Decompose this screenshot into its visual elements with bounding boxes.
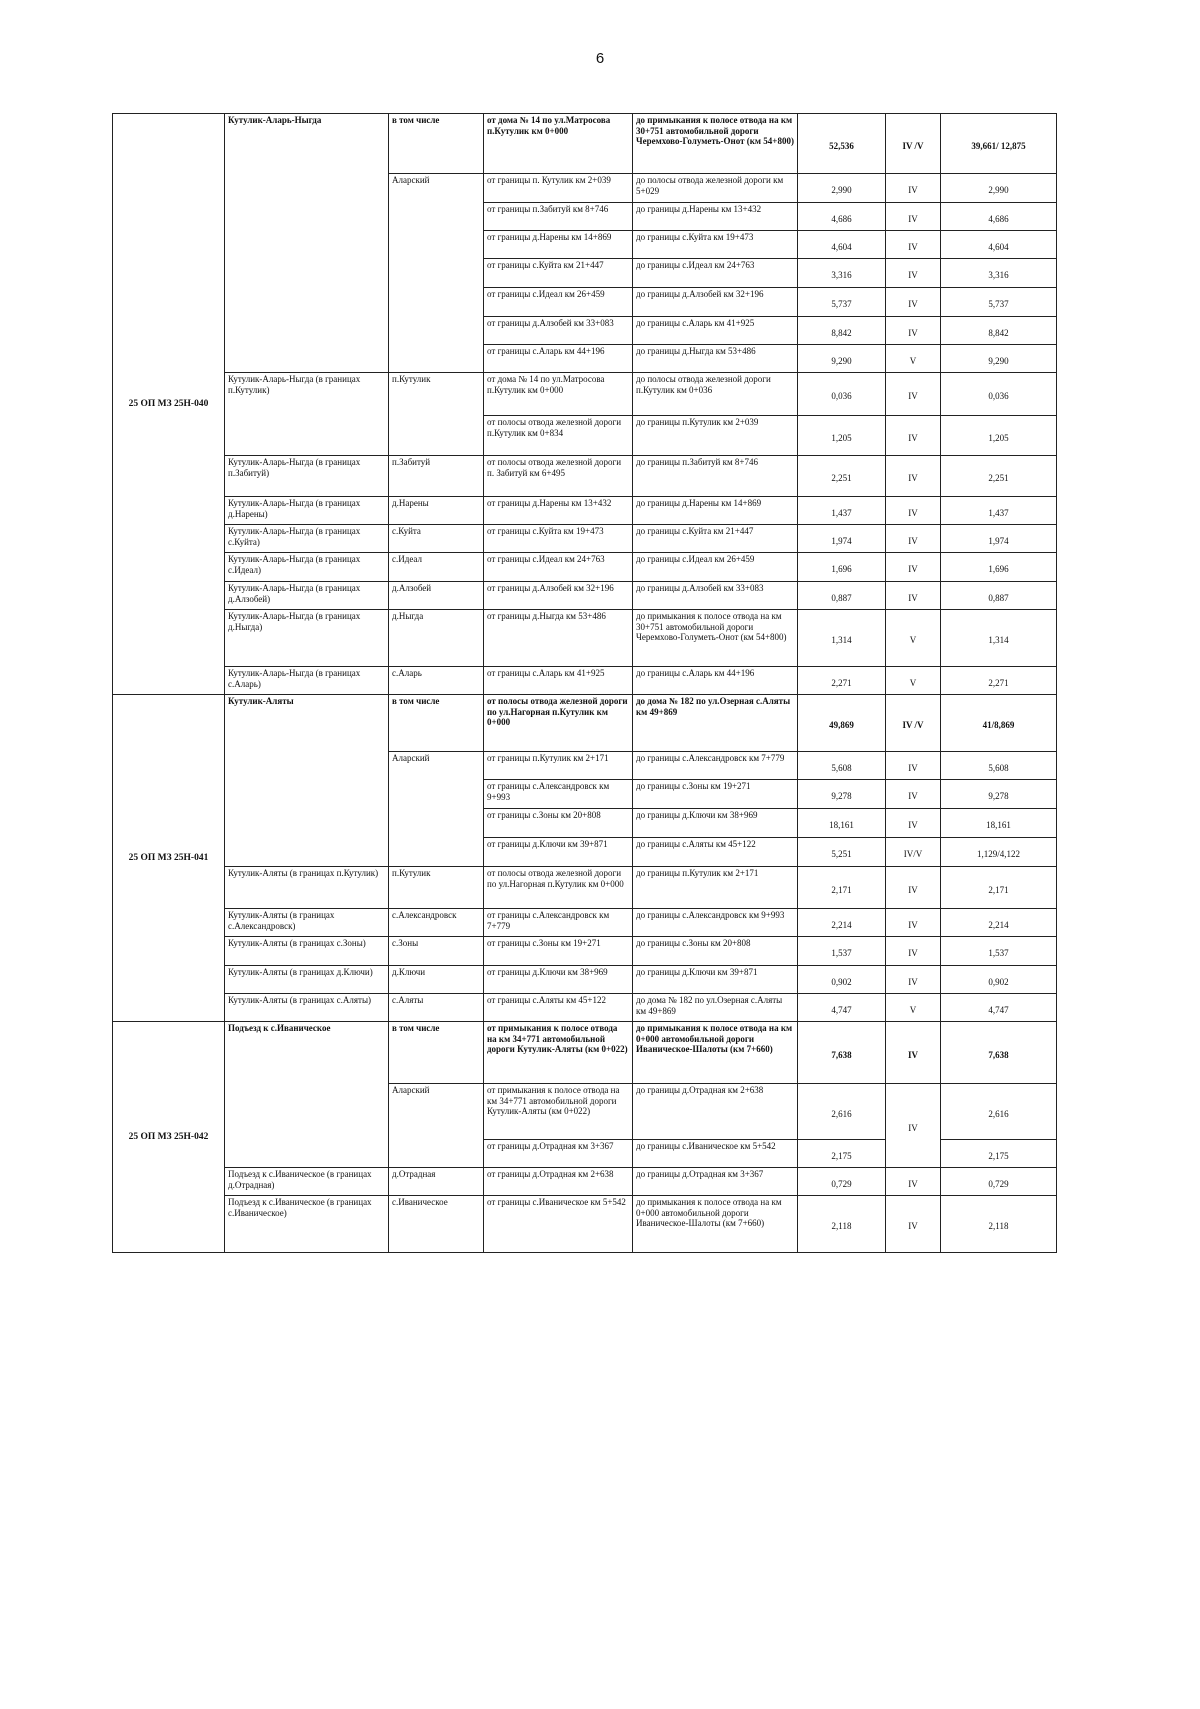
road-id-cell: 25 ОП МЗ 25Н-040 [113, 114, 225, 695]
locality-cell: с.Аляты [389, 994, 484, 1022]
category-length-cell: 1,205 [941, 416, 1057, 456]
road-name-cell: Подъезд к с.Иваническое (в границах д.Отрадная) [225, 1168, 389, 1196]
segment-start-cell: от полосы отвода железной дороги п.Кутулик км 0+834 [484, 416, 633, 456]
segment-start-cell: от границы д.Алзобей км 33+083 [484, 317, 633, 345]
length-cell: 4,686 [798, 203, 886, 231]
locality-cell: д.Алзобей [389, 582, 484, 610]
category-cell: IV /V [886, 114, 941, 174]
table-row [113, 909, 1057, 937]
segment-start-cell: от границы д.Отрадная км 3+367 [484, 1140, 633, 1168]
segment-end-cell: до границы д.Отрадная км 2+638 [633, 1084, 798, 1140]
category-length-cell: 5,737 [941, 288, 1057, 317]
length-cell: 52,536 [798, 114, 886, 174]
table-row [113, 456, 1057, 497]
road-name-cell: Кутулик-Аларь-Ныгда (в границах п.Забитуй) [225, 456, 389, 497]
category-cell: IV [886, 1196, 941, 1253]
segment-start-cell: от полосы отвода железной дороги по ул.Нагорная п.Кутулик км 0+000 [484, 867, 633, 909]
locality-cell: Аларский [389, 174, 484, 373]
segment-end-cell: до границы п.Забитуй км 8+746 [633, 456, 798, 497]
segment-end-cell: до примыкания к полосе отвода на км 0+000 автомобильной дороги Иваническое-Шалоты (км 7+660) [633, 1196, 798, 1253]
category-cell: IV [886, 867, 941, 909]
segment-end-cell: до примыкания к полосе отвода на км 0+000 автомобильной дороги Иваническое-Шалоты (км 7+660) [633, 1022, 798, 1084]
locality-cell: д.Ныгда [389, 610, 484, 667]
length-cell: 0,036 [798, 373, 886, 416]
segment-start-cell: от границы д.Алзобей км 32+196 [484, 582, 633, 610]
category-length-cell: 4,686 [941, 203, 1057, 231]
category-cell: IV [886, 456, 941, 497]
length-cell: 5,251 [798, 838, 886, 867]
category-cell: IV [886, 1022, 941, 1084]
category-cell: IV [886, 582, 941, 610]
segment-end-cell: до границы с.Куйта км 19+473 [633, 231, 798, 259]
length-cell: 2,171 [798, 867, 886, 909]
segment-start-cell: от границы д.Ключи км 39+871 [484, 838, 633, 867]
length-cell: 49,869 [798, 695, 886, 752]
table-row [113, 966, 1057, 994]
category-cell: V [886, 667, 941, 695]
length-cell: 0,887 [798, 582, 886, 610]
locality-cell: с.Александровск [389, 909, 484, 937]
road-id-cell: 25 ОП МЗ 25Н-042 [113, 1022, 225, 1253]
category-length-cell: 0,902 [941, 966, 1057, 994]
segment-start-cell: от границы с.Александровск км 9+993 [484, 780, 633, 809]
segment-start-cell: от примыкания к полосе отвода на км 34+771 автомобильной дороги Кутулик-Аляты (км 0+022) [484, 1022, 633, 1084]
locality-cell: с.Идеал [389, 553, 484, 582]
road-name-cell: Кутулик-Аларь-Ныгда (в границах д.Алзобей) [225, 582, 389, 610]
locality-cell: п.Забитуй [389, 456, 484, 497]
road-name-cell: Кутулик-Аларь-Ныгда (в границах д.Нарены) [225, 497, 389, 525]
length-cell: 1,437 [798, 497, 886, 525]
road-name-cell: Кутулик-Аляты (в границах д.Ключи) [225, 966, 389, 994]
page-number: 6 [595, 50, 605, 67]
category-length-cell: 3,316 [941, 259, 1057, 288]
segment-start-cell: от границы д.Ныгда км 53+486 [484, 610, 633, 667]
length-cell: 9,278 [798, 780, 886, 809]
segment-end-cell: до границы д.Ключи км 38+969 [633, 809, 798, 838]
category-length-cell: 4,604 [941, 231, 1057, 259]
locality-cell: с.Аларь [389, 667, 484, 695]
category-cell: IV [886, 909, 941, 937]
category-length-cell: 1,129/4,122 [941, 838, 1057, 867]
segment-end-cell: до границы с.Идеал км 26+459 [633, 553, 798, 582]
length-cell: 2,616 [798, 1084, 886, 1140]
table-row [113, 610, 1057, 667]
category-length-cell: 0,729 [941, 1168, 1057, 1196]
segment-start-cell: от границы д.Нарены км 14+869 [484, 231, 633, 259]
segment-start-cell: от границы с.Куйта км 19+473 [484, 525, 633, 553]
locality-cell: в том числе [389, 1022, 484, 1084]
locality-cell: п.Кутулик [389, 373, 484, 456]
road-name-cell: Кутулик-Аляты (в границах п.Кутулик) [225, 867, 389, 909]
segment-start-cell: от границы д.Отрадная км 2+638 [484, 1168, 633, 1196]
length-cell: 4,604 [798, 231, 886, 259]
road-registry-table [112, 113, 1057, 1253]
road-id-cell: 25 ОП МЗ 25Н-041 [113, 695, 225, 1022]
segment-start-cell: от границы с.Иваническое км 5+542 [484, 1196, 633, 1253]
segment-end-cell: до полосы отвода железной дороги км 5+029 [633, 174, 798, 203]
category-length-cell: 18,161 [941, 809, 1057, 838]
category-cell: IV /V [886, 695, 941, 752]
segment-end-cell: до границы д.Алзобей км 33+083 [633, 582, 798, 610]
category-cell: IV [886, 553, 941, 582]
table-row [113, 114, 1057, 174]
category-length-cell: 2,990 [941, 174, 1057, 203]
road-name-cell: Кутулик-Аларь-Ныгда (в границах д.Ныгда) [225, 610, 389, 667]
segment-end-cell: до границы д.Нарены км 13+432 [633, 203, 798, 231]
segment-start-cell: от границы п. Кутулик км 2+039 [484, 174, 633, 203]
segment-start-cell: от дома № 14 по ул.Матросова п.Кутулик км 0+000 [484, 373, 633, 416]
segment-end-cell: до границы с.Куйта км 21+447 [633, 525, 798, 553]
locality-cell: д.Нарены [389, 497, 484, 525]
category-cell: IV [886, 1084, 941, 1168]
category-cell: IV [886, 937, 941, 966]
category-cell: IV [886, 809, 941, 838]
segment-start-cell: от границы д.Нарены км 13+432 [484, 497, 633, 525]
length-cell: 2,251 [798, 456, 886, 497]
category-length-cell: 8,842 [941, 317, 1057, 345]
locality-cell: п.Кутулик [389, 867, 484, 909]
segment-end-cell: до дома № 182 по ул.Озерная с.Аляты км 49+869 [633, 695, 798, 752]
length-cell: 2,271 [798, 667, 886, 695]
category-length-cell: 2,118 [941, 1196, 1057, 1253]
category-length-cell: 1,437 [941, 497, 1057, 525]
segment-start-cell: от границы с.Идеал км 24+763 [484, 553, 633, 582]
category-cell: IV [886, 1168, 941, 1196]
segment-start-cell: от границы д.Ключи км 38+969 [484, 966, 633, 994]
segment-end-cell: до границы с.Аларь км 44+196 [633, 667, 798, 695]
segment-start-cell: от границы с.Аляты км 45+122 [484, 994, 633, 1022]
length-cell: 2,175 [798, 1140, 886, 1168]
length-cell: 9,290 [798, 345, 886, 373]
category-length-cell: 2,251 [941, 456, 1057, 497]
category-length-cell: 1,696 [941, 553, 1057, 582]
segment-end-cell: до границы д.Алзобей км 32+196 [633, 288, 798, 317]
table-row [113, 695, 1057, 752]
segment-end-cell: до границы с.Иваническое км 5+542 [633, 1140, 798, 1168]
category-length-cell: 2,271 [941, 667, 1057, 695]
locality-cell: Аларский [389, 752, 484, 867]
category-cell: IV [886, 259, 941, 288]
segment-end-cell: до границы п.Кутулик км 2+039 [633, 416, 798, 456]
category-length-cell: 2,616 [941, 1084, 1057, 1140]
segment-end-cell: до границы с.Зоны км 19+271 [633, 780, 798, 809]
segment-end-cell: до примыкания к полосе отвода на км 30+751 автомобильной дороги Черемхово-Голуметь-Онот (км 54+800) [633, 114, 798, 174]
length-cell: 1,205 [798, 416, 886, 456]
category-cell: IV [886, 752, 941, 780]
locality-cell: д.Ключи [389, 966, 484, 994]
category-length-cell: 41/8,869 [941, 695, 1057, 752]
segment-end-cell: до границы д.Отрадная км 3+367 [633, 1168, 798, 1196]
category-cell: IV [886, 174, 941, 203]
segment-start-cell: от границы с.Зоны км 20+808 [484, 809, 633, 838]
segment-start-cell: от границы с.Зоны км 19+271 [484, 937, 633, 966]
table-row [113, 1196, 1057, 1253]
segment-start-cell: от границы п.Забитуй км 8+746 [484, 203, 633, 231]
category-cell: IV/V [886, 838, 941, 867]
category-cell: IV [886, 497, 941, 525]
locality-cell: д.Отрадная [389, 1168, 484, 1196]
table-row [113, 1168, 1057, 1196]
length-cell: 8,842 [798, 317, 886, 345]
category-length-cell: 2,175 [941, 1140, 1057, 1168]
segment-start-cell: от границы с.Александровск км 7+779 [484, 909, 633, 937]
table-row [113, 937, 1057, 966]
segment-end-cell: до полосы отвода железной дороги п.Кутулик км 0+036 [633, 373, 798, 416]
length-cell: 0,729 [798, 1168, 886, 1196]
segment-end-cell: до дома № 182 по ул.Озерная с.Аляты км 49+869 [633, 994, 798, 1022]
segment-end-cell: до границы п.Кутулик км 2+171 [633, 867, 798, 909]
segment-end-cell: до границы с.Александровск км 9+993 [633, 909, 798, 937]
length-cell: 1,314 [798, 610, 886, 667]
segment-start-cell: от полосы отвода железной дороги по ул.Нагорная п.Кутулик км 0+000 [484, 695, 633, 752]
category-cell: IV [886, 416, 941, 456]
category-length-cell: 1,974 [941, 525, 1057, 553]
category-cell: IV [886, 288, 941, 317]
category-length-cell: 1,537 [941, 937, 1057, 966]
segment-start-cell: от полосы отвода железной дороги п. Забитуй км 6+495 [484, 456, 633, 497]
table-row [113, 867, 1057, 909]
category-cell: V [886, 610, 941, 667]
segment-end-cell: до границы с.Александровск км 7+779 [633, 752, 798, 780]
length-cell: 2,214 [798, 909, 886, 937]
locality-cell: Аларский [389, 1084, 484, 1168]
category-cell: IV [886, 780, 941, 809]
category-cell: IV [886, 373, 941, 416]
category-cell: V [886, 345, 941, 373]
segment-end-cell: до границы д.Ключи км 39+871 [633, 966, 798, 994]
road-name-cell: Подъезд к с.Иваническое [225, 1022, 389, 1168]
road-name-cell: Кутулик-Аларь-Ныгда (в границах с.Куйта) [225, 525, 389, 553]
road-name-cell: Кутулик-Аляты (в границах с.Аляты) [225, 994, 389, 1022]
segment-end-cell: до примыкания к полосе отвода на км 30+751 автомобильной дороги Черемхово-Голуметь-Онот (км 54+800) [633, 610, 798, 667]
segment-start-cell: от дома № 14 по ул.Матросова п.Кутулик км 0+000 [484, 114, 633, 174]
segment-end-cell: до границы с.Зоны км 20+808 [633, 937, 798, 966]
length-cell: 18,161 [798, 809, 886, 838]
segment-start-cell: от границы с.Куйта км 21+447 [484, 259, 633, 288]
length-cell: 5,737 [798, 288, 886, 317]
length-cell: 1,696 [798, 553, 886, 582]
category-length-cell: 4,747 [941, 994, 1057, 1022]
segment-end-cell: до границы с.Аляты км 45+122 [633, 838, 798, 867]
category-length-cell: 1,314 [941, 610, 1057, 667]
length-cell: 2,118 [798, 1196, 886, 1253]
table-row [113, 525, 1057, 553]
segment-start-cell: от границы с.Аларь км 41+925 [484, 667, 633, 695]
table-row [113, 582, 1057, 610]
table-row [113, 994, 1057, 1022]
length-cell: 7,638 [798, 1022, 886, 1084]
table-row [113, 667, 1057, 695]
road-name-cell: Кутулик-Аляты (в границах с.Александровск) [225, 909, 389, 937]
category-length-cell: 39,661/ 12,875 [941, 114, 1057, 174]
category-cell: IV [886, 317, 941, 345]
locality-cell: с.Зоны [389, 937, 484, 966]
length-cell: 3,316 [798, 259, 886, 288]
segment-start-cell: от границы с.Идеал км 26+459 [484, 288, 633, 317]
table-row [113, 1022, 1057, 1084]
length-cell: 1,537 [798, 937, 886, 966]
category-length-cell: 0,887 [941, 582, 1057, 610]
length-cell: 5,608 [798, 752, 886, 780]
road-name-cell: Кутулик-Аларь-Ныгда (в границах с.Идеал) [225, 553, 389, 582]
locality-cell: с.Иваническое [389, 1196, 484, 1253]
table-row [113, 497, 1057, 525]
length-cell: 0,902 [798, 966, 886, 994]
locality-cell: с.Куйта [389, 525, 484, 553]
segment-start-cell: от примыкания к полосе отвода на км 34+771 автомобильной дороги Кутулик-Аляты (км 0+022) [484, 1084, 633, 1140]
locality-cell: в том числе [389, 695, 484, 752]
category-cell: IV [886, 203, 941, 231]
segment-start-cell: от границы с.Аларь км 44+196 [484, 345, 633, 373]
length-cell: 1,974 [798, 525, 886, 553]
segment-end-cell: до границы с.Аларь км 41+925 [633, 317, 798, 345]
category-cell: V [886, 994, 941, 1022]
road-name-cell: Кутулик-Аляты (в границах с.Зоны) [225, 937, 389, 966]
locality-cell: в том числе [389, 114, 484, 174]
road-name-cell: Кутулик-Аляты [225, 695, 389, 867]
road-name-cell: Подъезд к с.Иваническое (в границах с.Иваническое) [225, 1196, 389, 1253]
segment-start-cell: от границы п.Кутулик км 2+171 [484, 752, 633, 780]
category-length-cell: 2,171 [941, 867, 1057, 909]
category-length-cell: 0,036 [941, 373, 1057, 416]
category-cell: IV [886, 231, 941, 259]
length-cell: 4,747 [798, 994, 886, 1022]
category-length-cell: 9,278 [941, 780, 1057, 809]
category-length-cell: 9,290 [941, 345, 1057, 373]
segment-end-cell: до границы с.Идеал км 24+763 [633, 259, 798, 288]
segment-end-cell: до границы д.Нарены км 14+869 [633, 497, 798, 525]
category-length-cell: 7,638 [941, 1022, 1057, 1084]
category-cell: IV [886, 525, 941, 553]
category-length-cell: 2,214 [941, 909, 1057, 937]
segment-end-cell: до границы д.Ныгда км 53+486 [633, 345, 798, 373]
category-length-cell: 5,608 [941, 752, 1057, 780]
road-name-cell: Кутулик-Аларь-Ныгда (в границах п.Кутулик) [225, 373, 389, 456]
length-cell: 2,990 [798, 174, 886, 203]
table-row [113, 553, 1057, 582]
road-name-cell: Кутулик-Аларь-Ныгда [225, 114, 389, 373]
road-name-cell: Кутулик-Аларь-Ныгда (в границах с.Аларь) [225, 667, 389, 695]
category-cell: IV [886, 966, 941, 994]
table-row [113, 373, 1057, 416]
